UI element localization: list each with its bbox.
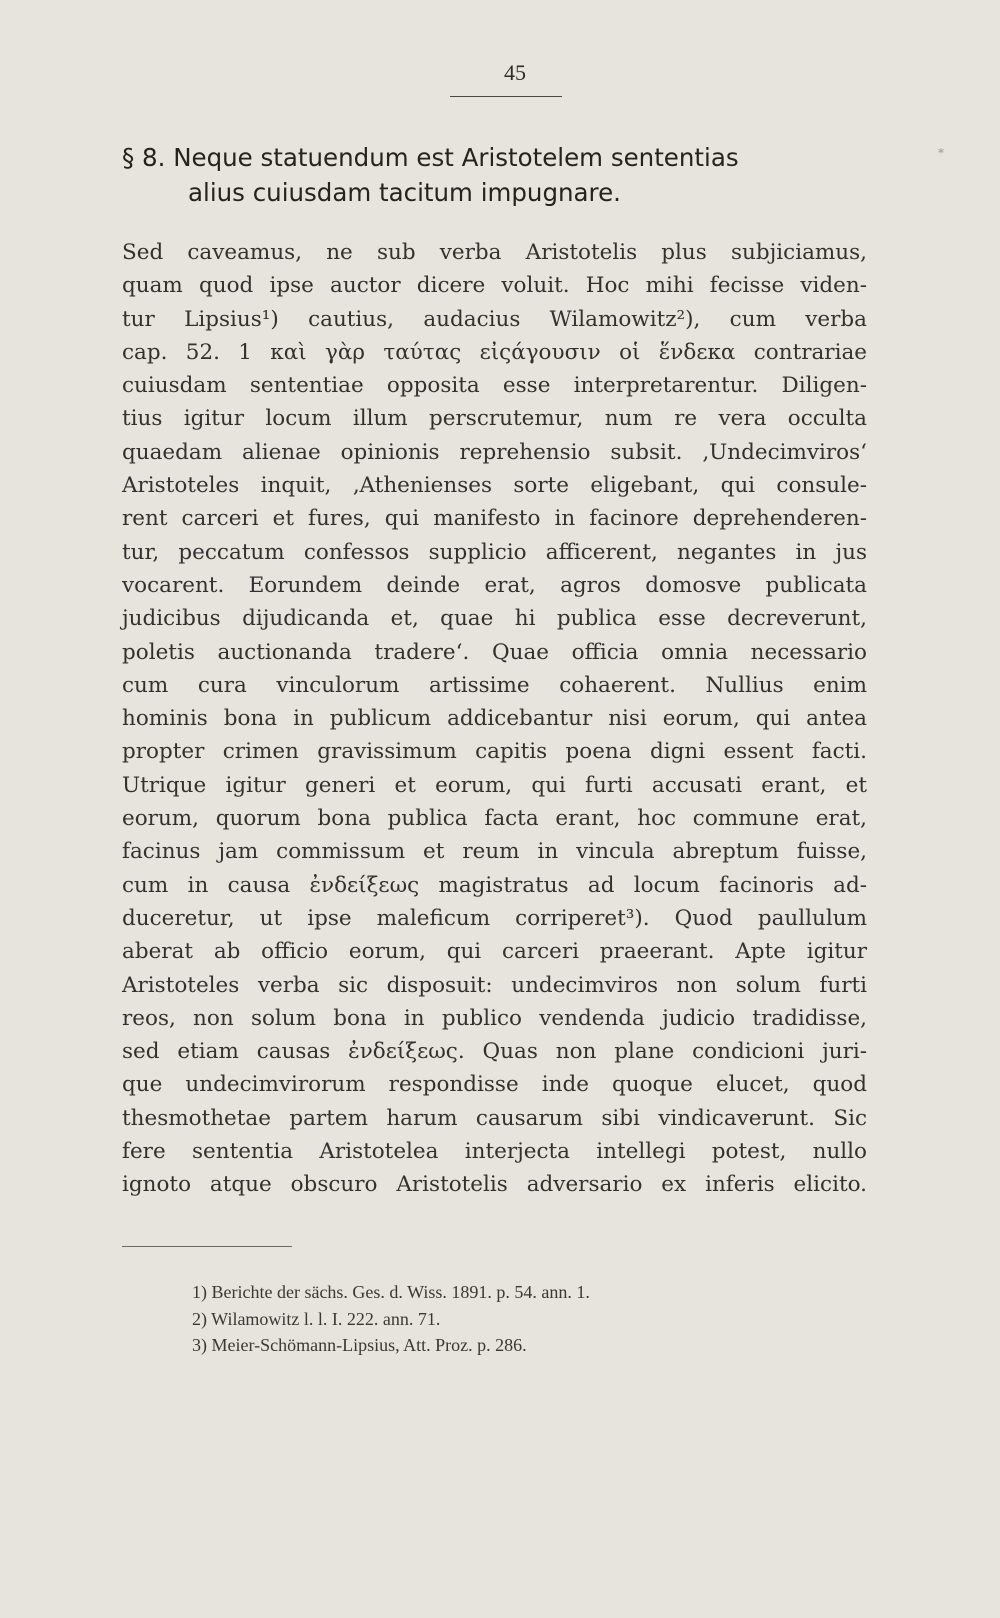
body-line: cum in causa ἐνδείξεως magistratus ad locum facinoris ad- <box>122 872 867 898</box>
heading-line-1: § 8. Neque statuendum est Aristotelem sententias <box>122 143 739 172</box>
footnote-rule <box>122 1246 292 1247</box>
body-line: poletis auctionanda tradere‘. Quae officia omnia necessario <box>122 639 867 665</box>
body-line: quam quod ipse auctor dicere voluit. Hoc mihi fecisse viden- <box>122 273 867 299</box>
body-line: cuiusdam sententiae opposita esse interpretarentur. Diligen- <box>122 373 867 399</box>
section-heading <box>122 140 874 210</box>
body-line: tur, peccatum confessos supplicio afficerent, negantes in jus <box>122 539 867 565</box>
body-line: ignoto atque obscuro Aristotelis adversario ex inferis elicito. <box>122 1172 867 1198</box>
body-line: facinus jam commissum et reum in vincula abreptum fuisse, <box>122 839 867 865</box>
body-text <box>122 236 867 1202</box>
body-line: cum cura vinculorum artissime cohaerent. Nullius enim <box>122 672 867 698</box>
body-line: rent carceri et fures, qui manifesto in facinore deprehenderen- <box>122 506 867 532</box>
heading-line-2: alius cuiusdam tacitum impugnare. <box>188 178 621 207</box>
body-line: judicibus dijudicanda et, quae hi publica esse decreverunt, <box>122 606 867 632</box>
body-line: hominis bona in publicum addicebantur nisi eorum, qui antea <box>122 706 867 732</box>
page-number: 45 <box>504 60 526 85</box>
body-line: Sed caveamus, ne sub verba Aristotelis plus subjiciamus, <box>122 240 867 265</box>
body-line: tius igitur locum illum perscrutemur, num re vera occulta <box>122 406 867 432</box>
body-line: sed etiam causas ἐνδείξεως. Quas non plane condicioni juri- <box>122 1039 867 1065</box>
body-line: duceretur, ut ipse maleficum corriperet³). Quod paullulum <box>122 905 867 931</box>
body-line: vocarent. Eorundem deinde erat, agros domosve publicata <box>122 572 867 598</box>
footnotes <box>192 1279 832 1359</box>
body-line: quaedam alienae opinionis reprehensio subsit. ‚Undecimviros‘ <box>122 439 867 465</box>
body-line: eorum, quorum bona publica facta erant, hoc commune erat, <box>122 806 867 832</box>
body-line: Aristoteles inquit, ‚Athenienses sorte eligebant, qui consule- <box>122 473 867 499</box>
margin-speck: * <box>938 146 944 160</box>
footnote-2: 2) Wilamowitz l. l. I. 222. ann. 71. <box>192 1308 441 1329</box>
footnote-1: 1) Berichte der sächs. Ges. d. Wiss. 1891. p. 54. ann. 1. <box>192 1282 590 1302</box>
body-line: reos, non solum bona in publico vendenda judicio tradidisse, <box>122 1005 867 1031</box>
body-line: propter crimen gravissimum capitis poena digni essent facti. <box>122 739 867 765</box>
footnote-3: 3) Meier-Schömann-Lipsius, Att. Proz. p. 286. <box>192 1335 527 1355</box>
body-line: tur Lipsius¹) cautius, audacius Wilamowitz²), cum verba <box>122 306 867 332</box>
body-line: fere sententia Aristotelea interjecta intellegi potest, nullo <box>122 1139 867 1165</box>
body-line: Utrique igitur generi et eorum, qui furti accusati erant, et <box>122 772 867 798</box>
body-line: Aristoteles verba sic disposuit: undecimviros non solum furti <box>122 972 867 998</box>
page-header <box>470 58 560 88</box>
header-rule <box>450 96 562 97</box>
body-line: thesmothetae partem harum causarum sibi vindicaverunt. Sic <box>122 1105 867 1131</box>
body-line: aberat ab officio eorum, qui carceri praeerant. Apte igitur <box>122 939 867 965</box>
body-line: cap. 52. 1 καὶ γὰρ ταύτας εἰςάγουσιν οἱ ἕνδεκα contrariae <box>122 339 867 365</box>
body-line: que undecimvirorum respondisse inde quoque elucet, quod <box>122 1072 867 1098</box>
